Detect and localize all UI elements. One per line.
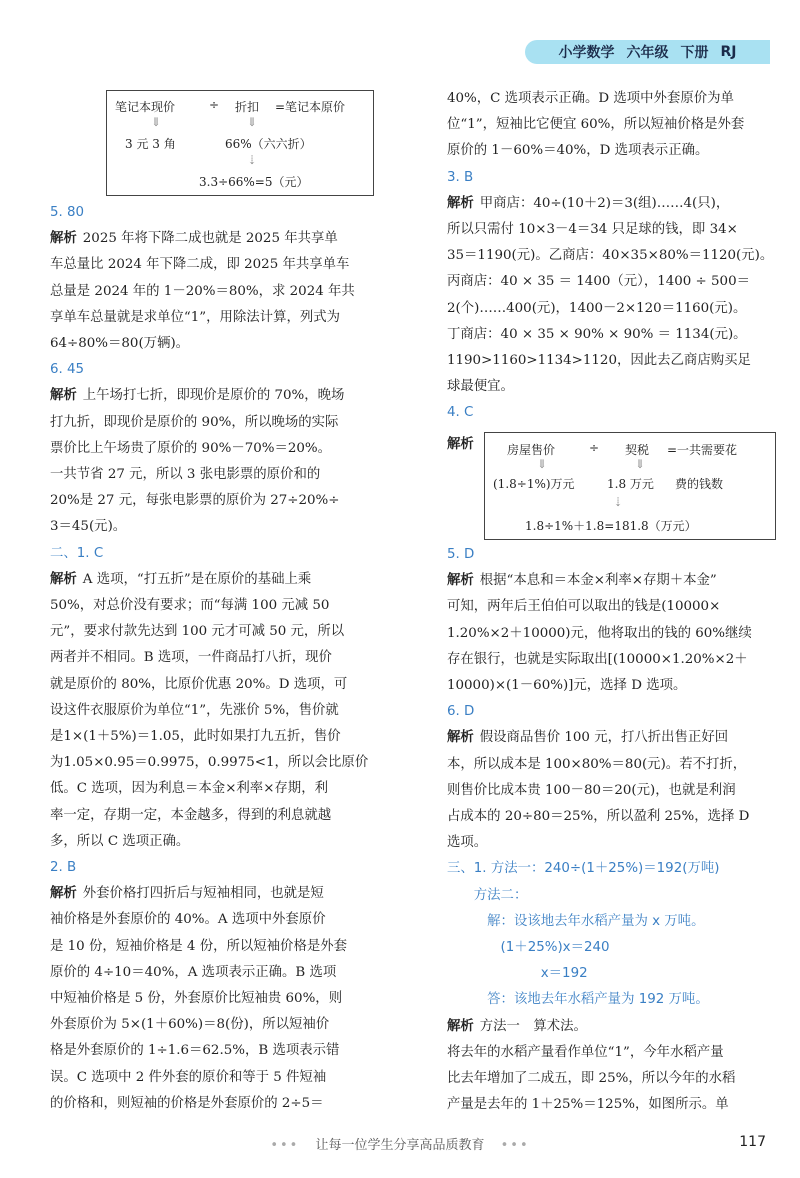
analysis-line <box>447 729 777 747</box>
text-line <box>447 142 777 160</box>
analysis-line <box>447 1018 777 1036</box>
analysis-label: 解析 <box>50 231 77 247</box>
header-banner <box>525 40 770 64</box>
box2-value2: 1.8 万元 <box>607 477 654 491</box>
text-line <box>50 414 395 432</box>
text-line <box>447 625 777 643</box>
header-volume: 下册 <box>680 45 709 61</box>
line-text: 1.20%×2＋10000)元，他将取出的钱的 60%继续 <box>447 625 752 641</box>
box2-op1: ÷ <box>589 441 600 455</box>
line-text: 一共节省 27 元，所以 3 张电影票的原价和的 <box>50 467 321 482</box>
analysis-line <box>50 885 395 903</box>
footer-text: 让每一位学生分享高品质教育 <box>315 1138 485 1153</box>
text-line <box>447 273 777 291</box>
line-text: 中短袖价格是 5 份，外套原价比短袖贵 60%，则 <box>50 991 343 1006</box>
text-line <box>447 808 777 826</box>
line-text: 袖价格是外套原价的 40%。A 选项中外套原价 <box>50 912 326 928</box>
analysis-label: 解析 <box>447 195 474 211</box>
line-text: 外套价格打四折后与短袖相同，也就是短 <box>82 886 324 902</box>
line-text: 可知，两年后王伯伯可以取出的钱是(10000× <box>447 599 721 615</box>
text-line <box>447 90 777 108</box>
analysis-line <box>447 572 777 590</box>
line-text: 三、1. 方法一：240÷(1＋25%)＝192(万吨) <box>447 861 720 877</box>
line-text: 存在银行，也就是实际取出[(10000×1.20%×2＋ <box>447 651 748 667</box>
analysis-label: 解析 <box>50 886 77 902</box>
analysis-label: 解析 <box>447 730 474 746</box>
answer-line <box>447 546 777 564</box>
text-line <box>50 1016 395 1034</box>
text-line <box>50 1069 395 1087</box>
line-text: 选项。 <box>447 835 488 851</box>
line-text: 所以只需付 10×3－4＝34 只足球的钱，即 34× <box>447 222 738 237</box>
line-text: 4. C <box>447 405 474 421</box>
line-text: (1＋25%)x＝240 <box>447 940 610 955</box>
text-line <box>447 326 777 344</box>
answer-line <box>50 204 395 222</box>
text-line <box>50 807 395 825</box>
text-line <box>50 335 395 353</box>
box1-value2: 66%（六六折） <box>225 137 312 151</box>
line-text: 本，所以成本是 100×80%＝80(元)。若不打折， <box>447 756 747 772</box>
answer-line <box>447 991 777 1009</box>
diagram-box-notebook <box>106 90 374 196</box>
line-text: 64÷80%＝80(万辆)。 <box>50 336 190 351</box>
line-text: 外套原价为 5×(1＋60%)＝8(份)，所以短袖价 <box>50 1017 330 1033</box>
text-line <box>50 256 395 274</box>
answer-line <box>447 404 777 422</box>
line-text: 将去年的水稻产量看作单位“1”，今年水稻产量 <box>447 1044 724 1060</box>
answer-line <box>447 939 777 957</box>
box2-value1: (1.8÷1%)万元 <box>493 477 575 491</box>
line-text: 是1×(1＋5%)＝1.05，此时如果打九五折，售价 <box>50 729 341 744</box>
text-line <box>447 1044 777 1062</box>
answer-line <box>447 913 777 931</box>
answer-line <box>447 860 777 878</box>
box1-op2: =笔记本原价 <box>275 100 346 114</box>
text-line <box>447 247 777 265</box>
line-text: 5. D <box>447 547 475 562</box>
line-text: 上午场打七折，即现价是原价的 70%，晚场 <box>82 388 345 404</box>
analysis-label: 解析 <box>447 573 474 589</box>
line-text: 打九折，即现价是原价的 90%，所以晚场的实际 <box>50 414 339 430</box>
answer-line <box>447 965 777 983</box>
box2-value3: 费的钱数 <box>675 477 724 491</box>
line-text: 3. B <box>447 169 474 185</box>
box1-term2: 折扣 <box>235 100 260 114</box>
text-line <box>447 651 777 669</box>
line-text: 假设商品售价 100 元，打八折出售正好回 <box>479 730 729 746</box>
arrow-down-icon: ⇓ <box>151 115 162 129</box>
line-text: 35＝1190(元)。乙商店：40×35×80%＝1120(元)。 <box>447 248 774 264</box>
box1-value1: 3 元 3 角 <box>125 137 176 151</box>
answer-line <box>50 361 395 379</box>
line-text: 原价的 1－60%＝40%，D 选项表示正确。 <box>447 143 709 159</box>
text-line <box>447 834 777 852</box>
line-text: 占成本的 20÷80＝25%，所以盈利 25%，选择 D <box>447 809 750 824</box>
line-text: 1190>1160>1134>1120，因此去乙商店购买足 <box>447 353 751 368</box>
line-text: 两者并不相同。B 选项，一件商品打八折，现价 <box>50 650 332 666</box>
line-text: 6. 45 <box>50 362 85 378</box>
line-text: 10000)×(1－60%)]元，选择 D 选项。 <box>447 678 687 693</box>
line-text: 为1.05×0.95＝0.9975，0.9975<1，所以会比原价 <box>50 755 369 771</box>
analysis-line <box>50 387 395 405</box>
text-line <box>50 911 395 929</box>
line-text: 解：设该地去年水稻产量为 x 万吨。 <box>447 913 705 929</box>
line-text: 的价格和，则短袖的价格是外套原价的 2÷5＝ <box>50 1095 324 1111</box>
line-text: A 选项，“打五折”是在原价的基础上乘 <box>82 571 312 587</box>
line-text: 票价比上午场贵了原价的 90%－70%＝20%。 <box>50 440 332 456</box>
line-text: 2025 年将下降二成也就是 2025 年共享单 <box>82 231 338 247</box>
line-text: 设这件衣服原价为单位“1”，先涨价 5%，售价就 <box>50 702 339 718</box>
analysis-label: 解析 <box>447 1018 474 1034</box>
text-line <box>447 677 777 695</box>
text-line <box>50 1042 395 1060</box>
line-text: 位“1”，短袖比它便宜 60%，所以短袖价格是外套 <box>447 117 745 133</box>
line-text: 3＝45(元)。 <box>50 519 127 535</box>
box2-op2: =一共需要花 <box>667 443 738 457</box>
text-line <box>447 1070 777 1088</box>
header-edition: RJ <box>720 44 737 60</box>
text-line <box>50 492 395 510</box>
line-text: 格是外套原价的 1÷1.6＝62.5%，B 选项表示错 <box>50 1043 340 1059</box>
text-line <box>447 598 777 616</box>
line-text: 二、1. C <box>50 545 104 561</box>
text-line <box>50 440 395 458</box>
text-line <box>447 221 777 239</box>
text-line <box>50 623 395 641</box>
box2-term1: 房屋售价 <box>507 443 556 457</box>
text-line <box>447 300 777 318</box>
line-text: 元”，要求付款先达到 100 元才可减 50 元，所以 <box>50 624 345 640</box>
line-text: 6. D <box>447 704 475 720</box>
box1-op1: ÷ <box>209 98 220 112</box>
text-line <box>50 518 395 536</box>
answer-line <box>447 169 777 187</box>
text-line <box>50 676 395 694</box>
line-text: 甲商店：40÷(10＋2)＝3(组)……4(只)， <box>479 195 730 211</box>
analysis-label: 解析 <box>50 571 77 587</box>
text-line <box>50 597 395 615</box>
line-text: 车总量比 2024 年下降二成，即 2025 年共享单车 <box>50 257 350 273</box>
analysis-line <box>50 571 395 589</box>
text-line <box>50 780 395 798</box>
dots-decoration: ••• <box>500 1138 530 1153</box>
text-line <box>50 1095 395 1113</box>
arrow-down-icon: ⇣ <box>247 153 258 167</box>
answer-line <box>447 703 777 721</box>
text-line <box>50 702 395 720</box>
line-text: 是 10 份，短袖价格是 4 份，所以短袖价格是外套 <box>50 938 348 954</box>
arrow-down-icon: ⇓ <box>537 457 548 471</box>
analysis-line <box>447 195 777 213</box>
line-text: 答：该地去年水稻产量为 192 万吨。 <box>447 992 709 1008</box>
line-text: 就是原价的 80%，比原价优惠 20%。D 选项，可 <box>50 676 348 692</box>
line-text: 则售价比成本贵 100－80＝20(元)，也就是利润 <box>447 782 736 798</box>
line-text: 5. 80 <box>50 205 85 220</box>
answer-line <box>50 859 395 877</box>
line-text: 率一定，存期一定，本金越多，得到的利息就越 <box>50 807 332 823</box>
answer-line <box>50 545 395 563</box>
arrow-down-icon: ⇓ <box>635 457 646 471</box>
text-line <box>447 1096 777 1114</box>
text-line <box>447 352 777 370</box>
text-line <box>50 466 395 484</box>
line-text: 球最便宜。 <box>447 379 514 395</box>
line-text: 比去年增加了二成五，即 25%，所以今年的水稻 <box>447 1071 736 1086</box>
arrow-down-icon: ⇓ <box>247 115 258 129</box>
line-text: 20%是 27 元，每张电影票的原价为 27÷20%÷ <box>50 493 340 509</box>
line-text: 2(个)……400(元)，1400－2×120＝1160(元)。 <box>447 300 747 316</box>
text-line <box>50 649 395 667</box>
text-line <box>50 754 395 772</box>
line-text: 产量是去年的 1＋25%＝125%，如图所示。单 <box>447 1097 729 1113</box>
line-text: 多，所以 C 选项正确。 <box>50 833 190 849</box>
line-text: 方法一 算术法。 <box>479 1018 587 1034</box>
box1-term1: 笔记本现价 <box>115 100 176 114</box>
text-line <box>447 756 777 774</box>
line-text: 2. B <box>50 860 77 875</box>
line-text: 丁商店：40 × 35 × 90% × 90% ＝ 1134(元)。 <box>447 326 747 342</box>
box1-result: 3.3÷66%=5（元） <box>199 175 309 189</box>
line-text: x＝192 <box>447 966 588 982</box>
text-line <box>447 378 777 396</box>
text-line <box>50 833 395 851</box>
text-line <box>447 782 777 800</box>
line-text: 享单车总量就是求单位“1”，用除法计算，列式为 <box>50 309 341 325</box>
analysis-line <box>50 230 395 248</box>
text-line <box>50 990 395 1008</box>
footer-slogan <box>0 1134 800 1153</box>
text-line <box>50 964 395 982</box>
diagram-box-house <box>484 432 776 540</box>
header-subject: 小学数学 <box>558 45 615 61</box>
text-line <box>50 309 395 327</box>
box2-result: 1.8÷1%＋1.8=181.8（万元） <box>525 519 697 533</box>
text-line <box>447 116 777 134</box>
line-text: 方法二： <box>447 887 528 903</box>
line-text: 低。C 选项，因为利息＝本金×利率×存期，利 <box>50 781 328 797</box>
box2-term2: 契税 <box>625 443 650 457</box>
text-line <box>50 938 395 956</box>
text-line <box>50 283 395 301</box>
analysis-label: 解析 <box>447 437 474 452</box>
line-text: 50%，对总价没有要求；而“每满 100 元减 50 <box>50 598 330 613</box>
line-text: 40%，C 选项表示正确。D 选项中外套原价为单 <box>447 91 734 106</box>
analysis-label: 解析 <box>50 388 77 404</box>
answer-line <box>447 887 777 905</box>
page-number: 117 <box>739 1134 766 1150</box>
arrow-down-icon: ⇣ <box>613 495 624 509</box>
line-text: 丙商店：40 × 35 ＝ 1400（元），1400 ÷ 500＝ <box>447 274 750 290</box>
line-text: 根据“本息和＝本金×利率×存期＋本金” <box>479 573 717 589</box>
header-grade: 六年级 <box>626 45 669 61</box>
dots-decoration: ••• <box>270 1138 300 1153</box>
line-text: 误。C 选项中 2 件外套的原价和等于 5 件短袖 <box>50 1069 327 1085</box>
line-text: 总量是 2024 年的 1－20%＝80%，求 2024 年共 <box>50 283 355 299</box>
text-line <box>50 728 395 746</box>
line-text: 原价的 4÷10＝40%，A 选项表示正确。B 选项 <box>50 964 337 980</box>
